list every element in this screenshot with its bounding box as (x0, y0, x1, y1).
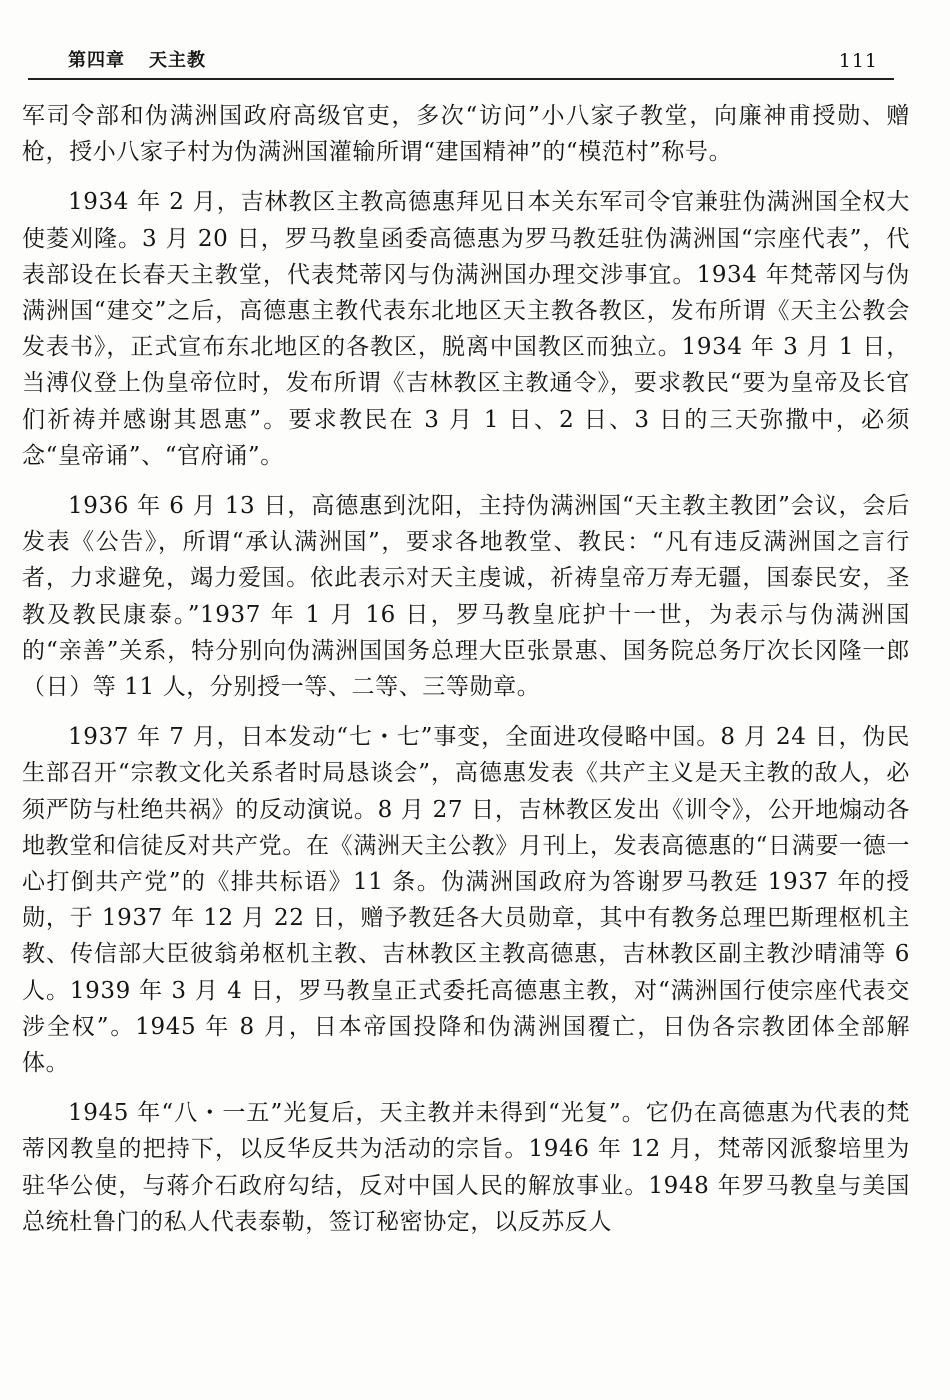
paragraph: 1945 年“八・一五”光复后，天主教并未得到“光复”。它仍在高德惠为代表的梵蒂冈教皇的把持下，以反华反共为活动的宗旨。1946 年 12 月，梵蒂冈派黎培里为驻华公使，与蒋介石政府勾结，反对中国人民的解放事业。1948 年罗马教皇与美国总统杜鲁门的私人代表泰勒，签订秘密协定，以反苏反人 (22, 1100, 910, 1235)
chapter-label: 第四章 (68, 50, 125, 71)
paragraph: 1934 年 2 月，吉林教区主教高德惠拜见日本关东军司令官兼驻伪满洲国全权大使菱刈隆。3 月 20 日，罗马教皇函委高德惠为罗马教廷驻伪满洲国“宗座代表”，代表部设在长春天主教堂，代表梵蒂冈与伪满洲国办理交涉事宜。1934 年梵蒂冈与伪满洲国“建交”之后，高德惠主教代表东北地区天主教各教区，发布所谓《天主公教会发表书》，正式宣布东北地区的各教区，脱离中国教区而独立。1934 年 3 月 1 日，当溥仪登上伪皇帝位时，发布所谓《吉林教区主教通令》，要求教民“要为皇帝及长官们祈祷并感谢其恩惠”。要求教民在 3 月 1 日、2 日、3 日的三天弥撒中，必须念“皇帝诵”、“官府诵”。 (22, 189, 910, 469)
paragraph: 1936 年 6 月 13 日，高德惠到沈阳，主持伪满洲国“天主教主教团”会议，会后发表《公告》，所谓“承认满洲国”，要求各地教堂、教民：“凡有违反满洲国之言行者，力求避免，竭力爱国。依此表示对天主虔诚，祈祷皇帝万寿无疆，国泰民安，圣教及教民康泰。”1937 年 1 月 16 日，罗马教皇庇护十一世，为表示与伪满洲国的“亲善”关系，特分别向伪满洲国国务总理大臣张景惠、国务院总务厅次长冈隆一郎（日）等 11 人，分别授一等、二等、三等勋章。 (22, 493, 910, 701)
paragraph-continued: 军司令部和伪满洲国政府高级官吏，多次“访问”小八家子教堂，向廉神甫授勋、赠枪，授小八家子村为伪满洲国灌输所谓“建国精神”的“模范村”称号。 (22, 103, 910, 166)
chapter-heading (68, 46, 206, 72)
running-header (28, 38, 894, 80)
page-number: 111 (838, 50, 878, 72)
chapter-title: 天主教 (149, 50, 206, 71)
paragraph: 1937 年 7 月，日本发动“七・七”事变，全面进攻侵略中国。8 月 24 日，伪民生部召开“宗教文化关系者时局恳谈会”，高德惠发表《共产主义是天主教的敌人，必须严防与杜绝共祸》的反动演说。8 月 27 日，吉林教区发出《训令》，公开地煽动各地教堂和信徒反对共产党。在《满洲天主公教》月刊上，发表高德惠的“日满要一德一心打倒共产党”的《排共标语》11 条。伪满洲国政府为答谢罗马教廷 1937 年的授勋，于 1937 年 12 月 22 日，赠予教廷各大员勋章，其中有教务总理巴斯理枢机主教、传信部大臣彼翁弟枢机主教、吉林教区主教高德惠，吉林教区副主教沙晴浦等 6 人。1939 年 3 月 4 日，罗马教皇正式委托高德惠主教，对“满洲国行使宗座代表交涉全权”。1945 年 8 月，日本帝国投降和伪满洲国覆亡，日伪各宗教团体全部解体。 (22, 724, 910, 1077)
body-text (22, 98, 910, 1254)
